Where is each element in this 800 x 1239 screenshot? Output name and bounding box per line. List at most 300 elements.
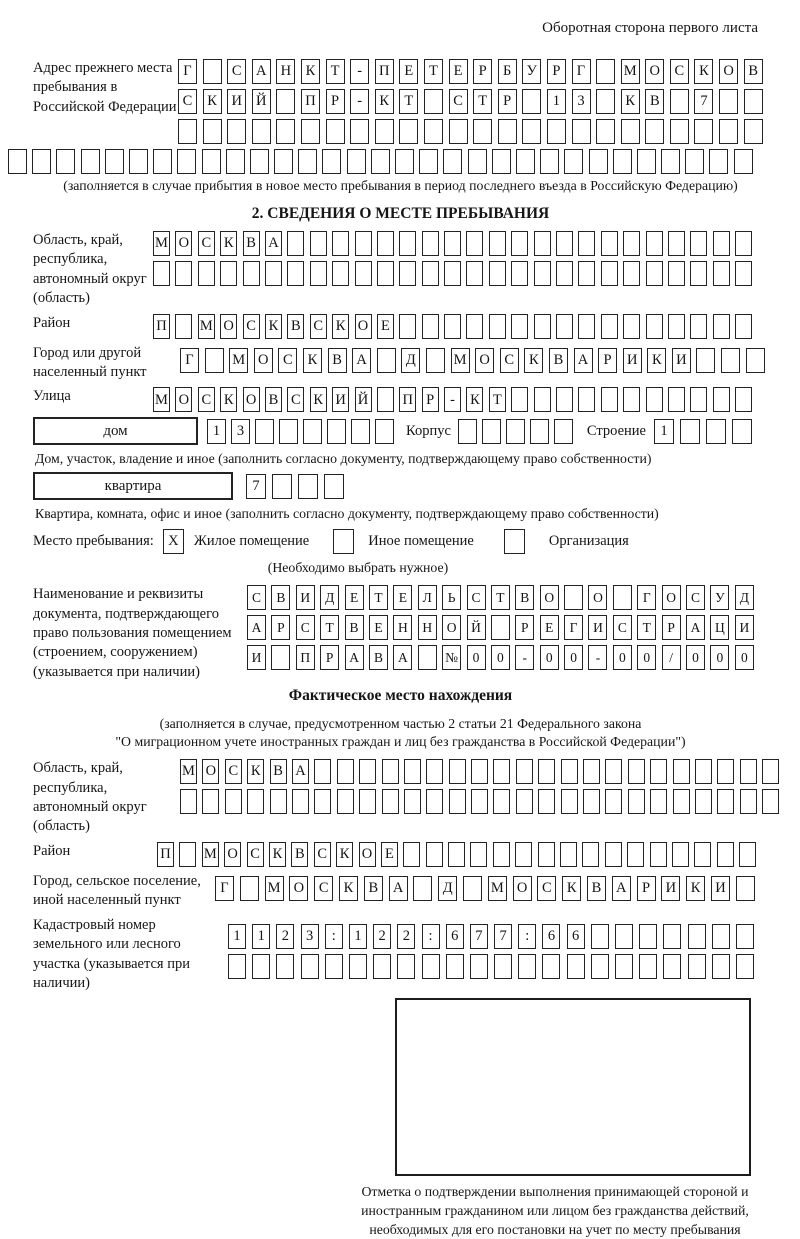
char-box[interactable] — [347, 149, 366, 174]
char-box[interactable]: 1 — [252, 924, 270, 949]
char-box[interactable] — [717, 789, 734, 814]
char-box[interactable] — [709, 149, 728, 174]
char-box[interactable] — [227, 119, 246, 144]
char-box[interactable]: О — [224, 842, 241, 867]
char-box[interactable]: Е — [377, 314, 394, 339]
char-box[interactable]: Р — [598, 348, 617, 373]
char-box[interactable]: С — [198, 231, 215, 256]
char-box[interactable] — [426, 348, 445, 373]
char-box[interactable] — [578, 387, 595, 412]
char-box[interactable]: : — [325, 924, 343, 949]
char-box[interactable] — [605, 789, 622, 814]
char-box[interactable] — [650, 789, 667, 814]
char-box[interactable]: Т — [320, 615, 339, 640]
char-box[interactable] — [694, 842, 711, 867]
char-box[interactable]: Н — [276, 59, 295, 84]
char-box[interactable] — [276, 954, 294, 979]
char-box[interactable] — [301, 119, 320, 144]
char-box[interactable] — [735, 314, 752, 339]
char-box[interactable]: Р — [515, 615, 534, 640]
char-box[interactable]: Г — [215, 876, 234, 901]
char-box[interactable] — [228, 954, 246, 979]
char-box[interactable] — [511, 387, 528, 412]
char-box[interactable] — [645, 119, 664, 144]
char-box[interactable]: П — [157, 842, 174, 867]
char-box[interactable] — [175, 261, 192, 286]
char-box[interactable] — [661, 149, 680, 174]
char-box[interactable]: 6 — [567, 924, 585, 949]
char-box[interactable]: И — [332, 387, 349, 412]
char-box[interactable]: С — [227, 59, 246, 84]
char-box[interactable] — [180, 789, 197, 814]
char-box[interactable]: В — [265, 387, 282, 412]
char-box[interactable]: В — [291, 842, 308, 867]
char-box[interactable] — [605, 842, 622, 867]
char-box[interactable] — [623, 261, 640, 286]
char-box[interactable]: В — [287, 314, 304, 339]
char-box[interactable] — [627, 842, 644, 867]
char-box[interactable] — [740, 759, 757, 784]
char-box[interactable]: К — [332, 314, 349, 339]
char-box[interactable] — [582, 842, 599, 867]
char-box[interactable]: К — [686, 876, 705, 901]
house-widebox[interactable]: дом — [33, 417, 198, 445]
char-box[interactable]: В — [515, 585, 534, 610]
char-box[interactable]: С — [178, 89, 197, 114]
char-box[interactable] — [225, 789, 242, 814]
char-box[interactable]: 6 — [542, 924, 560, 949]
char-box[interactable] — [129, 149, 148, 174]
char-box[interactable] — [736, 876, 755, 901]
char-box[interactable] — [719, 89, 738, 114]
char-box[interactable] — [646, 231, 663, 256]
char-box[interactable] — [542, 954, 560, 979]
char-box[interactable]: П — [399, 387, 416, 412]
char-box[interactable]: 7 — [246, 474, 266, 499]
char-box[interactable] — [424, 119, 443, 144]
char-box[interactable] — [615, 954, 633, 979]
char-box[interactable]: Д — [735, 585, 754, 610]
char-box[interactable] — [511, 261, 528, 286]
char-box[interactable]: О — [175, 231, 192, 256]
char-box[interactable]: О — [254, 348, 273, 373]
char-box[interactable] — [516, 149, 535, 174]
char-box[interactable]: - — [350, 59, 369, 84]
char-box[interactable]: : — [422, 924, 440, 949]
char-box[interactable] — [591, 924, 609, 949]
char-box[interactable] — [359, 759, 376, 784]
char-box[interactable]: С — [198, 387, 215, 412]
char-box[interactable]: 1 — [547, 89, 566, 114]
char-box[interactable] — [735, 387, 752, 412]
char-box[interactable] — [292, 789, 309, 814]
char-box[interactable]: К — [647, 348, 666, 373]
char-box[interactable]: Н — [393, 615, 412, 640]
char-box[interactable]: О — [513, 876, 532, 901]
char-box[interactable] — [444, 314, 461, 339]
char-box[interactable] — [449, 759, 466, 784]
char-box[interactable]: Р — [498, 89, 517, 114]
char-box[interactable]: У — [710, 585, 729, 610]
char-box[interactable]: И — [588, 615, 607, 640]
char-box[interactable] — [578, 314, 595, 339]
char-box[interactable] — [375, 119, 394, 144]
char-box[interactable] — [444, 231, 461, 256]
char-box[interactable]: 7 — [470, 924, 488, 949]
char-box[interactable] — [596, 59, 615, 84]
char-box[interactable] — [572, 119, 591, 144]
char-box[interactable] — [694, 119, 713, 144]
char-box[interactable]: Т — [489, 387, 506, 412]
char-box[interactable]: В — [549, 348, 568, 373]
char-box[interactable] — [578, 261, 595, 286]
char-box[interactable]: С — [537, 876, 556, 901]
char-box[interactable]: И — [711, 876, 730, 901]
char-box[interactable] — [534, 261, 551, 286]
char-box[interactable]: А — [352, 348, 371, 373]
char-box[interactable]: 0 — [735, 645, 754, 670]
char-box[interactable]: Г — [180, 348, 199, 373]
char-box[interactable] — [493, 789, 510, 814]
char-box[interactable] — [349, 954, 367, 979]
char-box[interactable]: В — [271, 585, 290, 610]
char-box[interactable]: С — [314, 842, 331, 867]
char-box[interactable]: С — [314, 876, 333, 901]
char-box[interactable]: Й — [252, 89, 271, 114]
char-box[interactable] — [377, 231, 394, 256]
char-box[interactable]: С — [243, 314, 260, 339]
char-box[interactable] — [680, 419, 700, 444]
char-box[interactable] — [506, 419, 525, 444]
char-box[interactable] — [255, 419, 274, 444]
char-box[interactable]: Р — [271, 615, 290, 640]
char-box[interactable] — [492, 149, 511, 174]
char-box[interactable]: 7 — [494, 924, 512, 949]
char-box[interactable]: М — [451, 348, 470, 373]
char-box[interactable]: М — [153, 231, 170, 256]
char-box[interactable]: В — [345, 615, 364, 640]
char-box[interactable]: - — [350, 89, 369, 114]
char-box[interactable] — [446, 954, 464, 979]
char-box[interactable] — [736, 954, 754, 979]
char-box[interactable]: К — [694, 59, 713, 84]
char-box[interactable] — [382, 789, 399, 814]
char-box[interactable]: 0 — [467, 645, 486, 670]
char-box[interactable]: - — [515, 645, 534, 670]
char-box[interactable] — [493, 842, 510, 867]
char-box[interactable]: Т — [399, 89, 418, 114]
char-box[interactable]: О — [719, 59, 738, 84]
char-box[interactable] — [482, 419, 501, 444]
char-box[interactable] — [355, 261, 372, 286]
char-box[interactable]: 2 — [397, 924, 415, 949]
char-box[interactable] — [399, 119, 418, 144]
char-box[interactable] — [712, 954, 730, 979]
char-box[interactable] — [8, 149, 27, 174]
char-box[interactable]: Е — [449, 59, 468, 84]
char-box[interactable] — [695, 789, 712, 814]
char-box[interactable] — [419, 149, 438, 174]
char-box[interactable] — [515, 842, 532, 867]
char-box[interactable]: Р — [473, 59, 492, 84]
char-box[interactable]: Л — [418, 585, 437, 610]
char-box[interactable]: № — [442, 645, 461, 670]
char-box[interactable]: Т — [473, 89, 492, 114]
char-box[interactable] — [690, 314, 707, 339]
char-box[interactable] — [564, 149, 583, 174]
char-box[interactable] — [736, 924, 754, 949]
char-box[interactable] — [668, 231, 685, 256]
char-box[interactable] — [252, 119, 271, 144]
char-box[interactable] — [668, 261, 685, 286]
char-box[interactable] — [205, 348, 224, 373]
char-box[interactable]: Г — [637, 585, 656, 610]
char-box[interactable] — [712, 924, 730, 949]
char-box[interactable] — [494, 954, 512, 979]
char-box[interactable] — [668, 314, 685, 339]
char-box[interactable] — [511, 231, 528, 256]
char-box[interactable]: Т — [326, 59, 345, 84]
char-box[interactable]: С — [467, 585, 486, 610]
char-box[interactable]: Е — [369, 615, 388, 640]
char-box[interactable]: С — [670, 59, 689, 84]
char-box[interactable] — [717, 759, 734, 784]
char-box[interactable]: К — [562, 876, 581, 901]
char-box[interactable] — [271, 645, 290, 670]
char-box[interactable]: К — [269, 842, 286, 867]
char-box[interactable] — [443, 149, 462, 174]
char-box[interactable] — [560, 842, 577, 867]
char-box[interactable] — [56, 149, 75, 174]
char-box[interactable] — [690, 261, 707, 286]
char-box[interactable]: Р — [326, 89, 345, 114]
char-box[interactable] — [623, 231, 640, 256]
char-box[interactable]: / — [662, 645, 681, 670]
char-box[interactable] — [422, 954, 440, 979]
char-box[interactable]: И — [661, 876, 680, 901]
char-box[interactable] — [613, 149, 632, 174]
char-box[interactable] — [470, 954, 488, 979]
char-box[interactable] — [377, 348, 396, 373]
char-box[interactable] — [688, 954, 706, 979]
char-box[interactable]: 1 — [228, 924, 246, 949]
char-box[interactable] — [613, 585, 632, 610]
char-box[interactable] — [310, 261, 327, 286]
char-box[interactable]: Й — [467, 615, 486, 640]
char-box[interactable] — [373, 954, 391, 979]
char-box[interactable] — [371, 149, 390, 174]
char-box[interactable]: П — [296, 645, 315, 670]
char-box[interactable] — [272, 474, 292, 499]
char-box[interactable] — [322, 149, 341, 174]
char-box[interactable] — [458, 419, 477, 444]
char-box[interactable]: А — [247, 615, 266, 640]
char-box[interactable] — [287, 261, 304, 286]
char-box[interactable]: О — [540, 585, 559, 610]
char-box[interactable] — [721, 348, 740, 373]
char-box[interactable] — [444, 261, 461, 286]
char-box[interactable] — [422, 314, 439, 339]
char-box[interactable] — [426, 759, 443, 784]
char-box[interactable]: С — [310, 314, 327, 339]
char-box[interactable] — [534, 387, 551, 412]
char-box[interactable] — [561, 759, 578, 784]
char-box[interactable] — [243, 261, 260, 286]
char-box[interactable] — [511, 314, 528, 339]
char-box[interactable] — [198, 261, 215, 286]
char-box[interactable]: К — [621, 89, 640, 114]
char-box[interactable]: Р — [637, 876, 656, 901]
char-box[interactable] — [404, 759, 421, 784]
char-box[interactable] — [522, 89, 541, 114]
char-box[interactable] — [265, 261, 282, 286]
char-box[interactable]: К — [220, 387, 237, 412]
char-box[interactable]: 0 — [491, 645, 510, 670]
char-box[interactable]: В — [270, 759, 287, 784]
char-box[interactable] — [673, 759, 690, 784]
char-box[interactable]: 6 — [446, 924, 464, 949]
char-box[interactable] — [639, 924, 657, 949]
char-box[interactable] — [324, 474, 344, 499]
char-box[interactable] — [81, 149, 100, 174]
char-box[interactable]: К — [339, 876, 358, 901]
char-box[interactable] — [583, 759, 600, 784]
checkbox-inoe[interactable] — [333, 529, 354, 554]
char-box[interactable]: О — [442, 615, 461, 640]
char-box[interactable]: 0 — [613, 645, 632, 670]
char-box[interactable]: : — [518, 924, 536, 949]
checkbox-zhiloe[interactable]: X — [163, 529, 184, 554]
char-box[interactable]: Р — [662, 615, 681, 640]
char-box[interactable] — [252, 954, 270, 979]
char-box[interactable]: А — [252, 59, 271, 84]
char-box[interactable] — [538, 789, 555, 814]
char-box[interactable] — [355, 231, 372, 256]
char-box[interactable] — [399, 261, 416, 286]
char-box[interactable] — [589, 149, 608, 174]
char-box[interactable] — [298, 474, 318, 499]
char-box[interactable]: О — [662, 585, 681, 610]
char-box[interactable]: Г — [178, 59, 197, 84]
char-box[interactable] — [713, 231, 730, 256]
char-box[interactable] — [556, 314, 573, 339]
char-box[interactable] — [596, 119, 615, 144]
char-box[interactable] — [178, 119, 197, 144]
char-box[interactable] — [650, 842, 667, 867]
char-box[interactable]: У — [522, 59, 541, 84]
char-box[interactable] — [556, 231, 573, 256]
char-box[interactable]: С — [500, 348, 519, 373]
char-box[interactable]: М — [153, 387, 170, 412]
char-box[interactable] — [153, 149, 172, 174]
char-box[interactable] — [601, 261, 618, 286]
char-box[interactable] — [449, 119, 468, 144]
char-box[interactable] — [596, 89, 615, 114]
char-box[interactable]: Р — [422, 387, 439, 412]
char-box[interactable]: А — [389, 876, 408, 901]
char-box[interactable] — [601, 314, 618, 339]
char-box[interactable] — [471, 789, 488, 814]
char-box[interactable] — [32, 149, 51, 174]
char-box[interactable] — [382, 759, 399, 784]
char-box[interactable] — [359, 789, 376, 814]
char-box[interactable] — [422, 231, 439, 256]
char-box[interactable]: М — [198, 314, 215, 339]
char-box[interactable]: Д — [438, 876, 457, 901]
char-box[interactable] — [547, 119, 566, 144]
char-box[interactable] — [270, 789, 287, 814]
char-box[interactable]: К — [375, 89, 394, 114]
char-box[interactable]: О — [588, 585, 607, 610]
char-box[interactable] — [473, 119, 492, 144]
char-box[interactable] — [276, 119, 295, 144]
char-box[interactable] — [646, 314, 663, 339]
char-box[interactable] — [403, 842, 420, 867]
char-box[interactable]: Е — [399, 59, 418, 84]
char-box[interactable] — [668, 387, 685, 412]
char-box[interactable] — [719, 119, 738, 144]
char-box[interactable]: К — [524, 348, 543, 373]
char-box[interactable]: Т — [369, 585, 388, 610]
char-box[interactable] — [564, 585, 583, 610]
char-box[interactable] — [734, 149, 753, 174]
char-box[interactable] — [404, 789, 421, 814]
char-box[interactable]: Е — [345, 585, 364, 610]
char-box[interactable]: О — [475, 348, 494, 373]
char-box[interactable]: Ь — [442, 585, 461, 610]
char-box[interactable] — [399, 231, 416, 256]
char-box[interactable] — [688, 924, 706, 949]
char-box[interactable] — [530, 419, 549, 444]
char-box[interactable] — [491, 615, 510, 640]
char-box[interactable]: В — [328, 348, 347, 373]
char-box[interactable] — [489, 314, 506, 339]
char-box[interactable] — [628, 789, 645, 814]
char-box[interactable] — [247, 789, 264, 814]
char-box[interactable]: - — [588, 645, 607, 670]
char-box[interactable] — [202, 149, 221, 174]
char-box[interactable] — [695, 759, 712, 784]
char-box[interactable] — [426, 842, 443, 867]
char-box[interactable]: Р — [320, 645, 339, 670]
char-box[interactable]: Й — [355, 387, 372, 412]
char-box[interactable] — [744, 119, 763, 144]
char-box[interactable] — [303, 419, 322, 444]
char-box[interactable]: А — [292, 759, 309, 784]
char-box[interactable] — [578, 231, 595, 256]
char-box[interactable] — [685, 149, 704, 174]
char-box[interactable]: Т — [637, 615, 656, 640]
char-box[interactable]: П — [153, 314, 170, 339]
char-box[interactable] — [493, 759, 510, 784]
char-box[interactable]: О — [202, 759, 219, 784]
char-box[interactable]: С — [613, 615, 632, 640]
char-box[interactable] — [556, 261, 573, 286]
char-box[interactable]: 0 — [564, 645, 583, 670]
char-box[interactable] — [540, 149, 559, 174]
char-box[interactable] — [561, 789, 578, 814]
char-box[interactable] — [663, 924, 681, 949]
char-box[interactable]: Д — [320, 585, 339, 610]
char-box[interactable]: И — [672, 348, 691, 373]
char-box[interactable] — [377, 261, 394, 286]
char-box[interactable] — [413, 876, 432, 901]
char-box[interactable] — [337, 759, 354, 784]
char-box[interactable]: К — [220, 231, 237, 256]
char-box[interactable]: К — [265, 314, 282, 339]
char-box[interactable]: И — [735, 615, 754, 640]
char-box[interactable] — [397, 954, 415, 979]
